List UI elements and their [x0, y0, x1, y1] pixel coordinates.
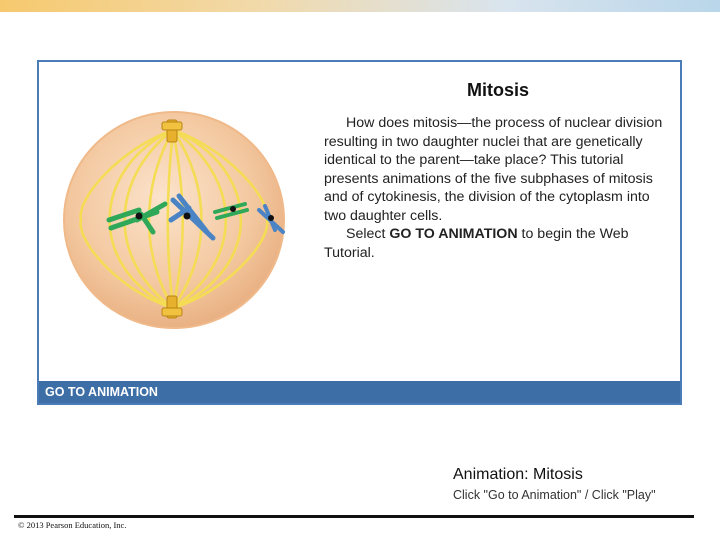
instruction-text: Select: [346, 226, 390, 242]
panel-description: [324, 114, 669, 262]
instruction-text-end: to begin the Web Tutorial.: [324, 226, 629, 261]
copyright-notice: © 2013 Pearson Education, Inc.: [18, 520, 127, 530]
mitosis-cell-illustration: [61, 108, 287, 332]
animation-caption-instruction: Click "Go to Animation" / Click "Play": [453, 488, 656, 502]
animation-caption-title: Animation: Mitosis: [453, 466, 583, 483]
centromere: [136, 213, 143, 220]
centromere: [268, 215, 274, 221]
footer-divider: [14, 515, 694, 518]
go-to-animation-button[interactable]: GO TO ANIMATION: [39, 381, 680, 403]
centromere: [230, 206, 236, 212]
description-paragraph: How does mitosis—the process of nuclear division resulting in two daughter nuclei that are genetically identical to the parent—take place? This tutorial presents animations of the five subphases of mitosis and of cytokinesis, the division of the cytoplasm into two daughter cells.: [324, 115, 663, 224]
instruction-paragraph: [324, 225, 669, 262]
top-gradient-stripe: [0, 0, 720, 12]
tutorial-panel: [37, 60, 682, 405]
panel-title: Mitosis: [467, 80, 530, 100]
instruction-emphasis: GO TO ANIMATION: [389, 226, 518, 242]
centromere: [184, 213, 191, 220]
